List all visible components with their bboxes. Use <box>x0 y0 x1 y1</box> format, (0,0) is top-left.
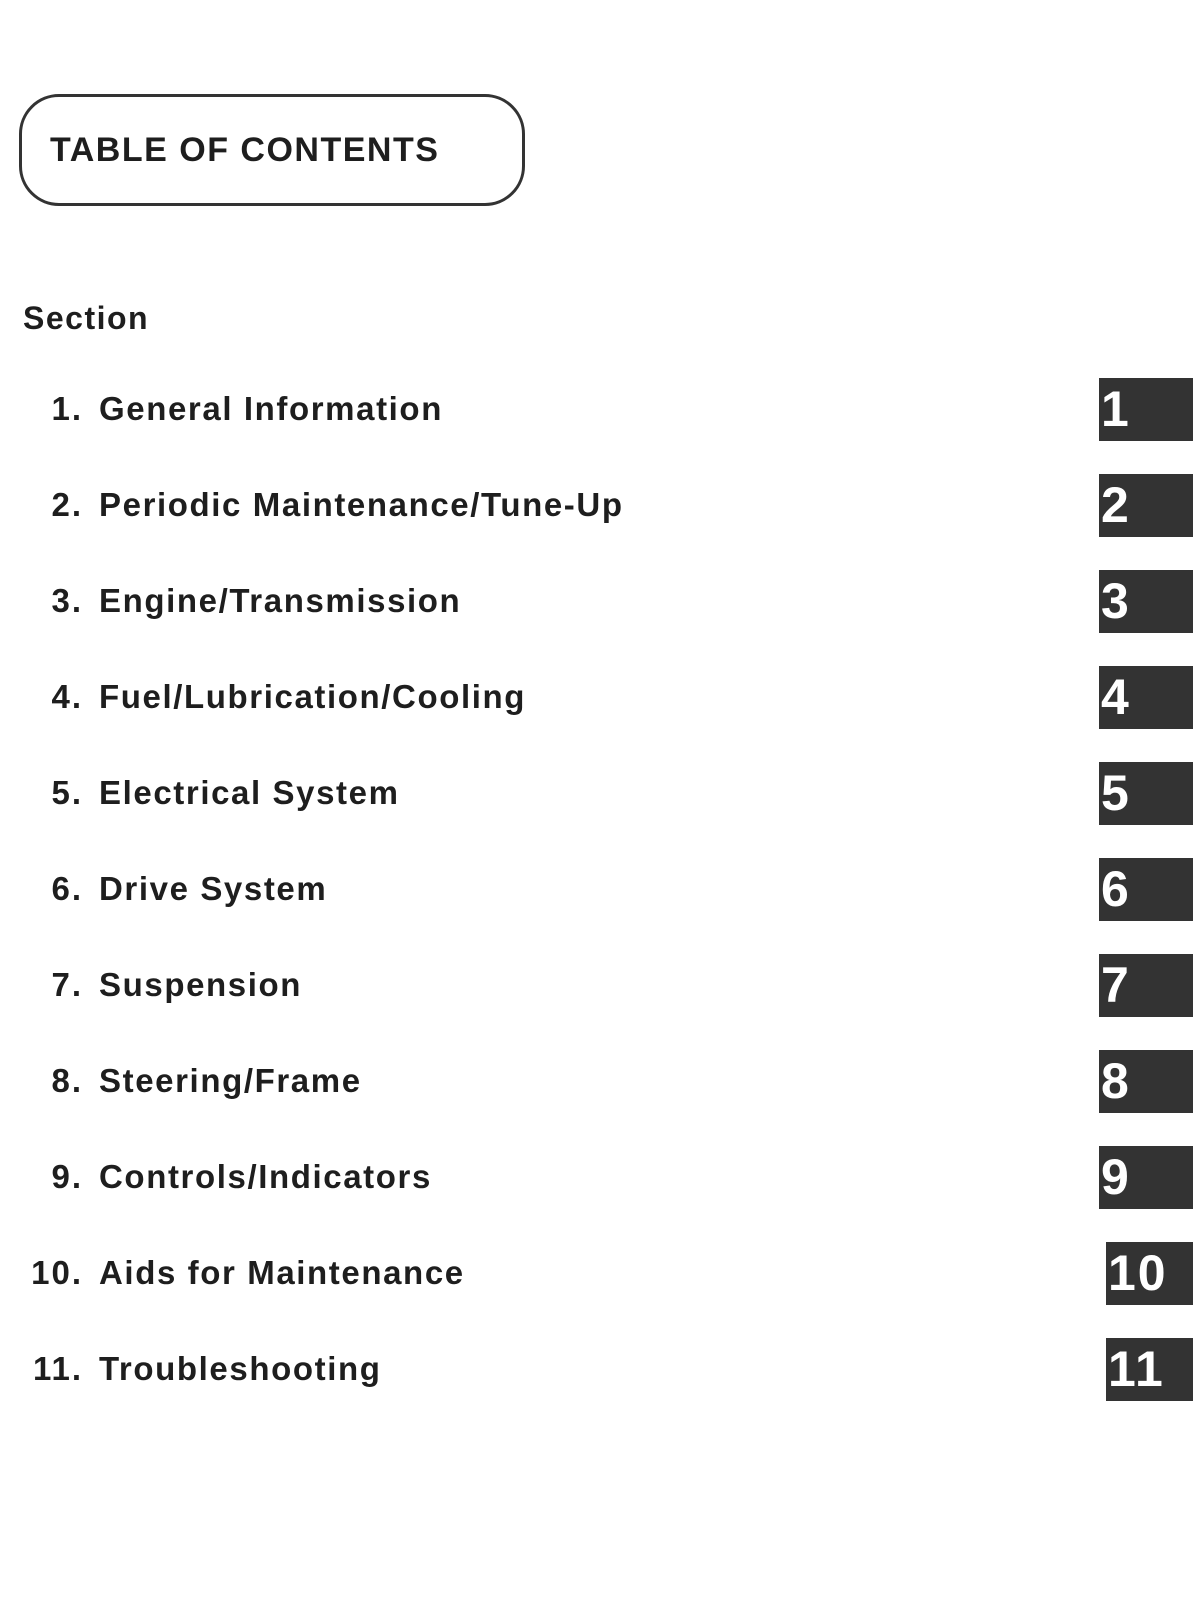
entry-label[interactable]: Electrical System <box>99 774 400 811</box>
entry-number: 8. <box>51 1062 83 1099</box>
toc-entry[interactable] <box>0 378 1193 442</box>
entry-label[interactable]: Drive System <box>99 870 328 907</box>
entry-number: 9. <box>51 1158 83 1195</box>
page-title: TABLE OF CONTENTS <box>50 131 440 169</box>
toc-entry[interactable] <box>0 1242 1193 1306</box>
section-tab[interactable]: 3 <box>1099 570 1193 633</box>
toc-entry[interactable] <box>0 1146 1193 1210</box>
entry-label[interactable]: Fuel/Lubrication/Cooling <box>99 678 527 715</box>
entry-number: 2. <box>51 486 83 523</box>
section-heading: Section <box>23 300 150 336</box>
entry-number: 6. <box>51 870 83 907</box>
title-box <box>19 94 525 206</box>
toc-entry[interactable] <box>0 570 1193 634</box>
entry-label[interactable]: Troubleshooting <box>99 1350 382 1387</box>
entry-label[interactable]: Controls/Indicators <box>99 1158 432 1195</box>
entry-number: 1. <box>51 390 83 427</box>
toc-entry[interactable] <box>0 1050 1193 1114</box>
entry-label[interactable]: General Information <box>99 390 443 427</box>
entry-number: 11. <box>32 1350 83 1387</box>
toc-entry[interactable] <box>0 474 1193 538</box>
section-tab[interactable]: 5 <box>1099 762 1193 825</box>
entry-number: 3. <box>51 582 83 619</box>
section-tab[interactable]: 4 <box>1099 666 1193 729</box>
toc-entry[interactable] <box>0 762 1193 826</box>
toc-entry[interactable] <box>0 858 1193 922</box>
entry-label[interactable]: Suspension <box>99 966 303 1003</box>
entry-label[interactable]: Engine/Transmission <box>99 582 462 619</box>
section-tab[interactable]: 2 <box>1099 474 1193 537</box>
entry-label[interactable]: Periodic Maintenance/Tune-Up <box>99 486 624 523</box>
entry-number: 10. <box>31 1254 83 1291</box>
section-tab[interactable]: 8 <box>1099 1050 1193 1113</box>
section-tab[interactable]: 9 <box>1099 1146 1193 1209</box>
section-tab[interactable]: 1 <box>1099 378 1193 441</box>
toc-entry[interactable] <box>0 666 1193 730</box>
toc-entry[interactable] <box>0 954 1193 1018</box>
section-tab[interactable]: 6 <box>1099 858 1193 921</box>
entry-number: 7. <box>51 966 83 1003</box>
section-tab[interactable]: 10 <box>1106 1242 1193 1305</box>
entry-number: 4. <box>51 678 83 715</box>
entry-label[interactable]: Steering/Frame <box>99 1062 362 1099</box>
toc-entry[interactable] <box>0 1338 1193 1402</box>
section-tab[interactable]: 11 <box>1106 1338 1193 1401</box>
entry-number: 5. <box>51 774 83 811</box>
section-tab[interactable]: 7 <box>1099 954 1193 1017</box>
entry-label[interactable]: Aids for Maintenance <box>99 1254 465 1291</box>
